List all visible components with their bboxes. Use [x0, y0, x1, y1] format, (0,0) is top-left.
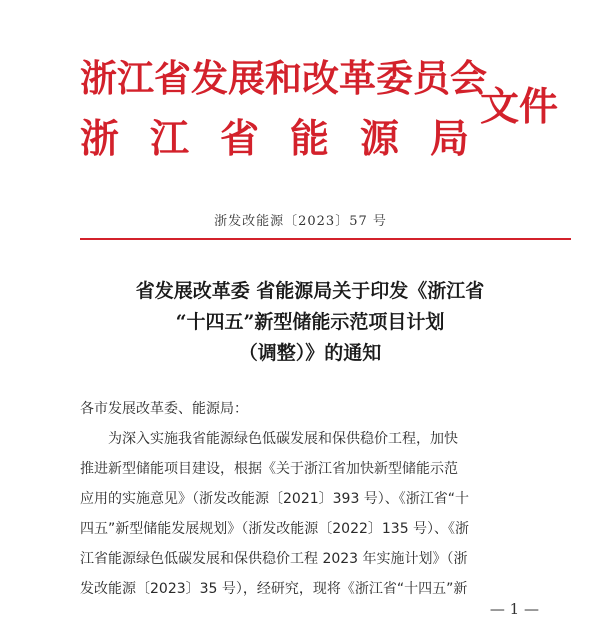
body-line: 四五”新型储能发展规划》（浙发改能源〔2022〕135 号）、《浙: [80, 521, 470, 537]
salutation: 各市发展改革委、能源局：: [80, 401, 248, 417]
document-body: [80, 394, 550, 604]
title-line: 省发展改革委 省能源局关于印发《浙江省: [135, 280, 485, 302]
body-line: 江省能源绿色低碳发展和保供稳价工程 2023 年实施计划》（浙: [80, 551, 468, 567]
title-line: “十四五”新型储能示范项目计划: [175, 311, 445, 333]
page-number: — 1 —: [489, 600, 539, 618]
body-line: 应用的实施意见》（浙发改能源〔2021〕393 号）、《浙江省“十: [80, 491, 470, 507]
header-divider: [80, 238, 571, 240]
document-type-label: 文件: [480, 84, 559, 130]
title-line: （调整）》的通知: [238, 342, 382, 364]
body-line: 为深入实施我省能源绿色低碳发展和保供稳价工程，加快: [108, 431, 458, 447]
body-line: 推进新型储能项目建设，根据《关于浙江省加快新型储能示范: [80, 461, 458, 477]
issuer-name-line-1: 浙江省发展和改革委员会: [80, 56, 487, 100]
issuer-name-line-2: 浙江省能源局: [80, 116, 501, 162]
document-title: [60, 276, 560, 369]
body-line: 发改能源〔2023〕35 号），经研究，现将《浙江省“十四五”新: [80, 581, 468, 597]
document-number: 浙发改能源〔2023〕57 号: [214, 214, 387, 229]
